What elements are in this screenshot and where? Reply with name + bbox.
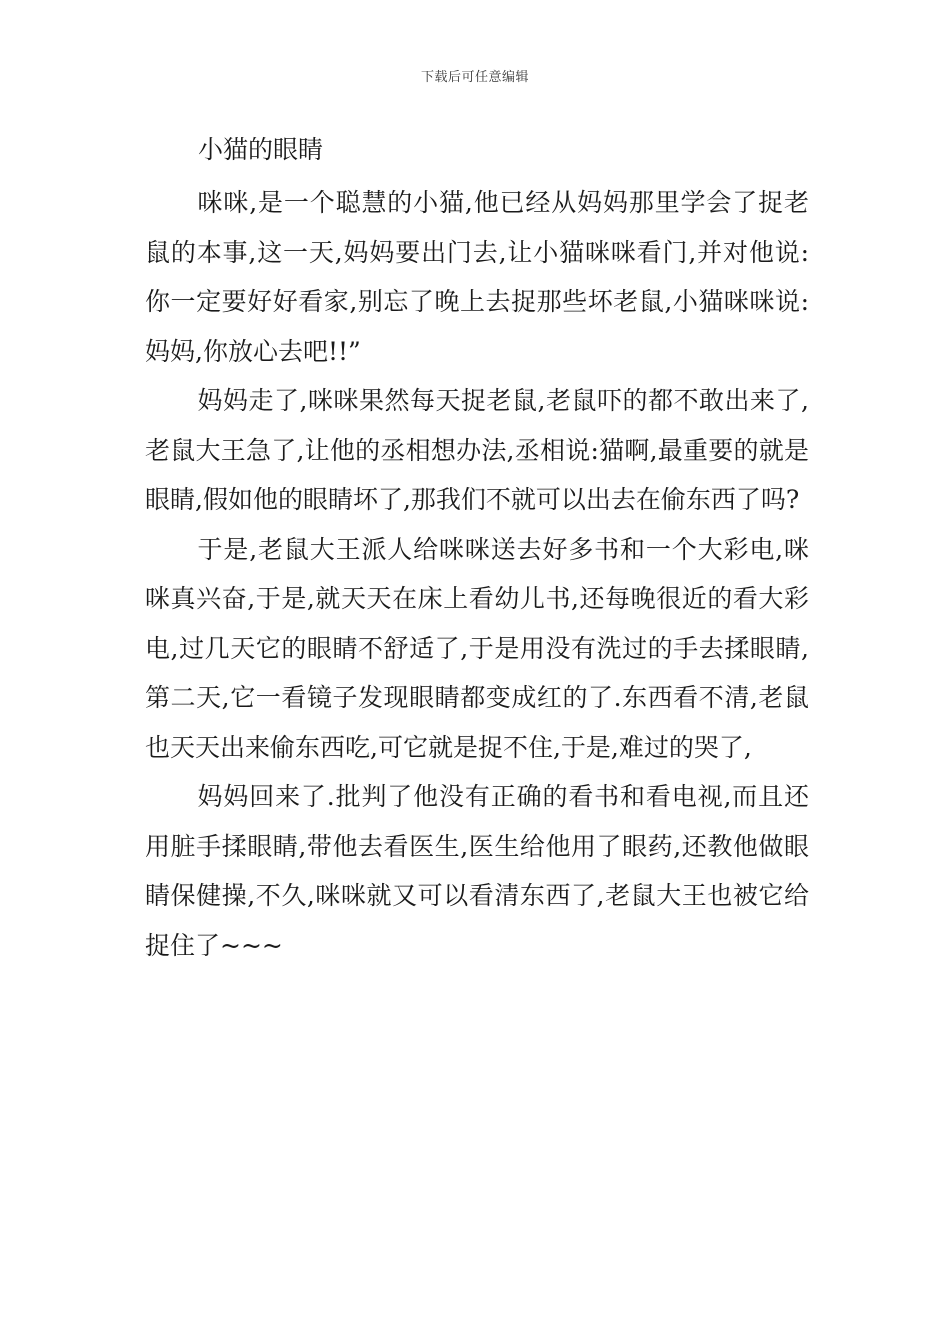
- paragraph-1: 咪咪,是一个聪慧的小猫,他已经从妈妈那里学会了捉老鼠的本事,这一天,妈妈要出门去,让小猫咪咪看门,并对他说:你一定要好好看家,别忘了晚上去捉那些坏老鼠,小猫咪咪说:妈妈,你放心去吧!!”: [145, 188, 809, 366]
- paragraph-3: 于是,老鼠大王派人给咪咪送去好多书和一个大彩电,咪咪真兴奋,于是,就天天在床上看幼儿书,还每晚很近的看大彩电,过几天它的眼睛不舒适了,于是用没有洗过的手去揉眼睛,第二天,它一看镜子发现眼睛都变成红的了.东西看不清,老鼠也天天出来偷东西吃,可它就是捉不住,于是,难过的哭了,: [145, 534, 809, 762]
- header-note: 下载后可任意编辑: [420, 70, 529, 85]
- document-title: 小猫的眼睛: [198, 135, 324, 164]
- document-body: [145, 178, 809, 970]
- paragraph-2: 妈妈走了,咪咪果然每天捉老鼠,老鼠吓的都不敢出来了,老鼠大王急了,让他的丞相想办法,丞相说:猫啊,最重要的就是眼睛,假如他的眼睛坏了,那我们不就可以出去在偷东西了吗?: [145, 386, 809, 514]
- paragraph-4: 妈妈回来了.批判了他没有正确的看书和看电视,而且还用脏手揉眼睛,带他去看医生,医生给他用了眼药,还教他做眼睛保健操,不久,咪咪就又可以看清东西了,老鼠大王也被它给捉住了~~~: [145, 782, 809, 960]
